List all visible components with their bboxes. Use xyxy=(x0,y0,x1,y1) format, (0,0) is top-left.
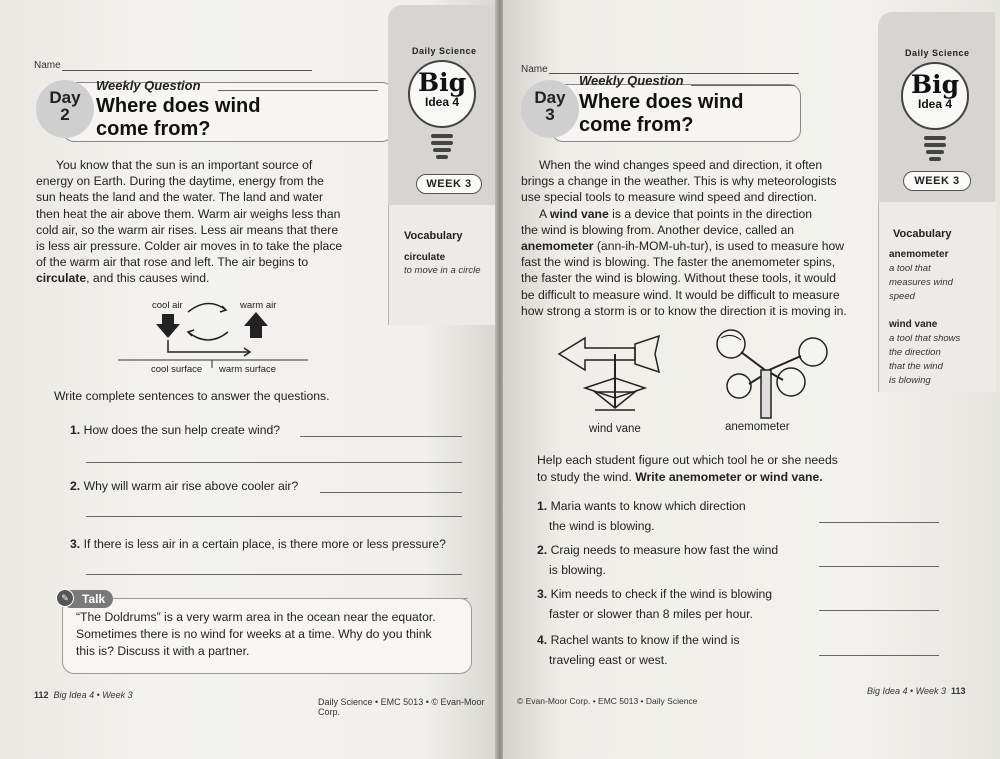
question-text: Why will warm air rise above cooler air? xyxy=(83,479,299,493)
big-idea-bulb-icon xyxy=(901,62,969,130)
vocab-highlight: wind vane xyxy=(549,206,609,221)
instruction-bold: Write anemometer or wind vane. xyxy=(635,470,823,484)
passage-line: the faster the wind is blowing. Without these tools, it would xyxy=(521,271,837,286)
question-2 xyxy=(537,540,778,580)
answer-line[interactable] xyxy=(86,462,462,463)
bulb-base-icon xyxy=(926,150,944,154)
daily-science-arc: Daily Science xyxy=(412,46,477,56)
question-text: the wind is blowing. xyxy=(549,519,655,533)
anemometer-caption: anemometer xyxy=(725,421,790,433)
passage-text: is a device that points in the direction xyxy=(608,206,813,221)
vocab-definition-line: is blowing xyxy=(889,375,931,386)
question-title-line-2: come from? xyxy=(96,118,211,140)
vocab-definition xyxy=(889,332,960,388)
idea-label: Idea 4 xyxy=(424,95,460,109)
answer-line[interactable] xyxy=(86,574,462,575)
instruction-line xyxy=(537,469,838,486)
bulb-base-icon xyxy=(436,155,448,159)
bulb-base-icon xyxy=(924,143,946,147)
passage-text: A xyxy=(539,206,550,221)
vocab-term: wind vane xyxy=(889,319,938,330)
wind-vane-icon xyxy=(555,330,675,422)
footer-credit: Daily Science • EMC 5013 • © Evan-Moor Corp. xyxy=(318,697,485,717)
passage-line xyxy=(521,206,871,222)
big-label: Big xyxy=(910,70,960,99)
week-badge: WEEK 3 xyxy=(903,171,971,191)
passage-line: You know that the sun is an important source of xyxy=(56,158,313,172)
question-number: 1. xyxy=(537,499,548,513)
answer-line[interactable] xyxy=(86,516,462,517)
question-3 xyxy=(70,534,446,554)
question-text: is blowing. xyxy=(549,563,606,577)
name-label: Name xyxy=(34,60,61,71)
idea-label: Idea 4 xyxy=(917,97,953,111)
vocab-definition: to move in a circle xyxy=(404,265,481,276)
passage-line: energy on Earth. During the daytime, energy from the xyxy=(36,174,324,189)
question-number: 2. xyxy=(70,479,81,493)
answer-line[interactable] xyxy=(819,522,939,523)
answer-line[interactable] xyxy=(320,492,462,493)
bulb-base-icon xyxy=(431,141,453,145)
bulb-base-icon xyxy=(929,157,941,161)
footer-unit: Big Idea 4 • Week 3 xyxy=(867,686,947,696)
page-number: 113 xyxy=(951,686,966,696)
answer-line[interactable] xyxy=(300,436,462,437)
page-number: 112 xyxy=(34,690,49,700)
question-text: traveling east or west. xyxy=(549,653,668,667)
speech-bubble-icon: ✎ xyxy=(56,589,74,607)
passage-line: is less air pressure. Colder air moves in to take the place xyxy=(36,239,343,254)
passage-line: use special tools to measure wind speed and direction. xyxy=(521,190,818,205)
weekly-question-rule xyxy=(218,90,378,91)
vocab-highlight: anemometer xyxy=(521,239,594,254)
weekly-question-label: Weekly Question xyxy=(579,73,684,88)
question-3 xyxy=(537,584,772,624)
wind-vane-caption: wind vane xyxy=(589,423,641,435)
passage-line: then heat the air above them. Warm air weighs less than xyxy=(36,206,341,221)
vocab-term: anemometer xyxy=(889,249,949,260)
vocab-definition-line: that the wind xyxy=(889,361,943,372)
air-circulation-diagram xyxy=(118,292,308,368)
passage-line: be difficult to measure wind. It would be difficult to measure xyxy=(521,287,840,302)
warm-air-label: warm air xyxy=(240,300,277,311)
passage-text: (ann-ih-MOM-uh-tur), is used to measure how xyxy=(593,239,845,254)
day-badge xyxy=(521,80,579,138)
talk-text xyxy=(76,609,436,660)
name-label: Name xyxy=(521,64,548,75)
vocab-definition xyxy=(889,262,953,304)
question-title-line-1: Where does wind xyxy=(96,95,261,117)
cool-air-label: cool air xyxy=(152,300,183,311)
anemometer-icon xyxy=(703,326,843,422)
page-footer-right xyxy=(867,686,966,696)
question-text: Kim needs to check if the wind is blowing xyxy=(550,587,773,601)
cool-air-down-arrow-icon xyxy=(156,314,180,338)
footer-credit: © Evan-Moor Corp. • EMC 5013 • Daily Science xyxy=(517,696,698,706)
question-text: Maria wants to know which direction xyxy=(550,499,746,513)
day-word: Day xyxy=(49,88,81,107)
instruction: Write complete sentences to answer the questions. xyxy=(54,389,330,403)
passage-line: brings a change in the weather. This is why meteorologists xyxy=(521,174,837,189)
passage xyxy=(36,157,376,287)
daily-science-arc: Daily Science xyxy=(905,48,970,58)
day-word: Day xyxy=(534,88,566,107)
passage-text: , and this causes wind. xyxy=(86,271,210,286)
page-footer-left xyxy=(34,690,133,700)
instruction-text: to study the wind. xyxy=(537,470,636,484)
vocab-definition-line: the direction xyxy=(889,347,941,358)
question-title-line-2: come from? xyxy=(579,114,694,136)
warm-surface-label: warm surface xyxy=(219,364,277,375)
circulation-arc-bottom xyxy=(188,332,228,340)
vocab-definition-line: measures wind xyxy=(889,277,953,288)
talk-rule xyxy=(128,598,468,599)
passage-line: sun heats the land and the water. The land and water xyxy=(36,190,324,205)
weekly-question-rule xyxy=(691,85,795,86)
talk-tag: Talk xyxy=(62,590,113,608)
day-badge xyxy=(36,80,94,138)
question-number: 3. xyxy=(70,537,81,551)
answer-line[interactable] xyxy=(819,566,939,567)
passage-line: of the warm air that rose and left. The air begins to xyxy=(36,255,309,270)
instruction xyxy=(537,452,838,486)
vocab-highlight: circulate xyxy=(36,271,87,286)
passage-line: the wind is blowing from. Another device, called an xyxy=(521,222,795,237)
answer-line[interactable] xyxy=(819,610,939,611)
vocabulary-heading: Vocabulary xyxy=(893,228,952,240)
question-number: 2. xyxy=(537,543,548,557)
day-number: 2 xyxy=(60,105,70,124)
question-4 xyxy=(537,630,740,670)
question-number: 3. xyxy=(537,587,548,601)
question-text: If there is less air in a certain place, is there more or less pressure? xyxy=(83,537,446,551)
passage-line xyxy=(36,270,376,286)
question-text: Craig needs to measure how fast the wind xyxy=(550,543,779,557)
week-badge: WEEK 3 xyxy=(416,174,482,194)
question-title-line-1: Where does wind xyxy=(579,91,744,113)
name-line[interactable] xyxy=(62,70,312,71)
cool-surface-label: cool surface xyxy=(151,364,203,375)
day-number: 3 xyxy=(545,105,555,124)
warm-air-up-arrow-icon xyxy=(244,312,268,338)
question-text: faster or slower than 8 miles per hour. xyxy=(549,607,753,621)
big-label: Big xyxy=(417,68,467,97)
bulb-base-icon xyxy=(431,134,453,138)
talk-line: Sometimes there is no wind for weeks at a time. Why do you think xyxy=(76,627,432,641)
vocab-definition-line: speed xyxy=(889,291,915,302)
vocab-definition-line: a tool that shows xyxy=(889,333,961,344)
bulb-base-icon xyxy=(433,148,451,152)
question-text: How does the sun help create wind? xyxy=(83,423,281,437)
vocabulary-heading: Vocabulary xyxy=(404,230,463,242)
passage-line xyxy=(521,238,871,254)
vocab-definition-line: a tool that xyxy=(889,263,931,274)
circulation-arc-top xyxy=(188,303,226,312)
passage-line: When the wind changes speed and direction, it often xyxy=(539,158,823,172)
question-number: 1. xyxy=(70,423,81,437)
vocab-term: circulate xyxy=(404,252,446,263)
talk-line: this is? Discuss it with a partner. xyxy=(76,644,250,658)
big-idea-bulb-icon xyxy=(408,60,476,128)
right-page xyxy=(503,0,1000,759)
footer-unit: Big Idea 4 • Week 3 xyxy=(53,690,133,700)
passage xyxy=(521,157,871,319)
left-page xyxy=(0,0,497,759)
bulb-base-icon xyxy=(924,136,946,140)
passage-line: fast the wind is blowing. The faster the anemometer spins, xyxy=(521,255,836,270)
instruction-line: Help each student figure out which tool he or she needs xyxy=(537,453,838,467)
surface-flow-arrow xyxy=(168,340,250,352)
weekly-question-label: Weekly Question xyxy=(96,78,201,93)
passage-line: cold air, so the warm air rises. Less air means that there xyxy=(36,222,339,237)
passage-line: how strong a storm is or to know the direction it is moving in. xyxy=(521,303,847,318)
talk-line: “The Doldrums” is a very warm area in the ocean near the equator. xyxy=(76,610,436,624)
question-2 xyxy=(70,476,298,496)
question-number: 4. xyxy=(537,633,548,647)
question-text: Rachel wants to know if the wind is xyxy=(550,633,740,647)
question-1 xyxy=(537,496,746,536)
answer-line[interactable] xyxy=(819,655,939,656)
question-1 xyxy=(70,420,280,440)
